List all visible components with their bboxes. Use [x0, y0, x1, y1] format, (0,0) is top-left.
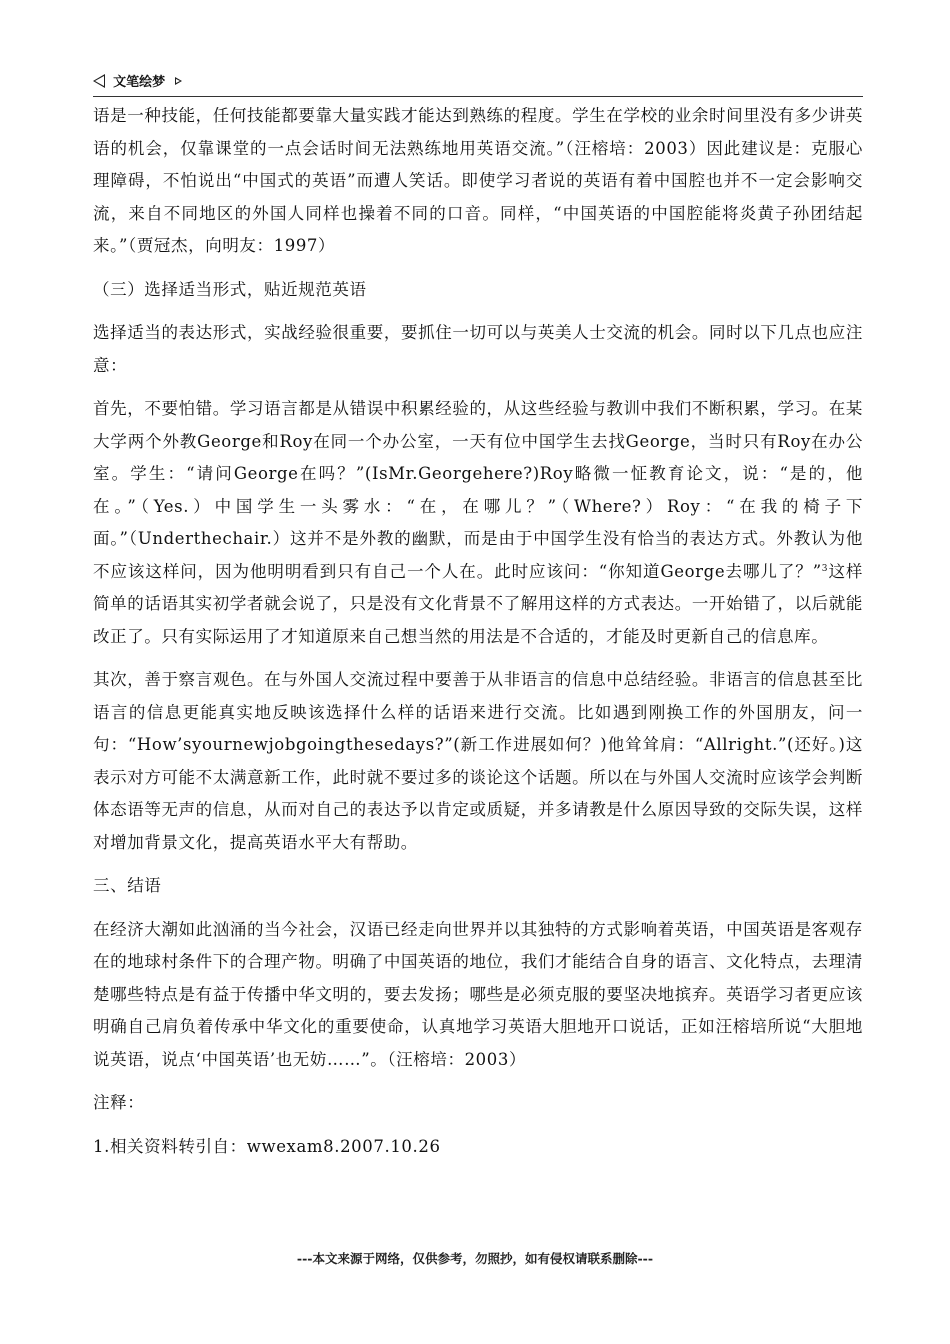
note-item-1: 1.相关资料转引自：wwexam8.2007.10.26 [93, 1136, 441, 1156]
document-body [93, 100, 863, 1174]
footnote-marker: 3 [821, 563, 829, 574]
section-heading-3: （三）选择适当形式，贴近规范英语 [93, 279, 367, 299]
paragraph-second-point: 其次，善于察言观色。在与外国人交流过程中要善于从非语言的信息中总结经验。非语言的信息甚至比语言的信息更能真实地反映该选择什么样的话语来进行交流。比如遇到刚换工作的外国朋友，问一句：“How’syournewjobgoingthesedays?”(新工作进展如何？)他耸耸肩：“Allright.”(还好。)这表示对方可能不太满意新工作，此时就不要过多的谈论这个话题。所以在与外国人交流时应该学会判断体态语等无声的信息，从而对自己的表达予以肯定或质疑，并多请教是什么原因导致的交际失误，这样对增加背景文化，提高英语水平大有帮助。 [93, 670, 863, 852]
paragraph-conclusion: 在经济大潮如此汹涌的当今社会，汉语已经走向世界并以其独特的方式影响着英语，中国英语是客观存在的地球村条件下的合理产物。明确了中国英语的地位，我们才能结合自身的语言、文化特点，去理清楚哪些特点是有益于传播中华文明的，要去发扬；哪些是必须克服的要坚决地摈弃。英语学习者更应该明确自己肩负着传承中华文化的重要使命，认真地学习英语大胆地开口说话，正如汪榕培所说“大胆地说英语，说点‘中国英语’也无妨……”。（汪榕培：2003） [93, 919, 863, 1069]
paragraph-first-point-b: 这样简单的话语其实初学者就会说了，只是没有文化背景不了解用这样的方式表达。一开始错了，以后就能改正了。只有实际运用了才知道原来自己想当然的用法是不合适的，才能及时更新自己的信息库。 [93, 561, 863, 646]
paragraph-continuation: 语是一种技能，任何技能都要靠大量实践才能达到熟练的程度。学生在学校的业余时间里没有多少讲英语的机会，仅靠课堂的一点会话时间无法熟练地用英语交流。”（汪榕培：2003）因此建议是：克服心理障碍，不怕说出“中国式的英语”而遭人笑话。即使学习者说的英语有着中国腔也并不一定会影响交流，来自不同地区的外国人同样也操着不同的口音。同样，“中国英语的中国腔能将炎黄子孙团结起来。”（贾冠杰，向明友：1997） [93, 106, 863, 255]
triangle-right-icon [175, 77, 182, 85]
paragraph-first-point-a: 首先，不要怕错。学习语言都是从错误中积累经验的，从这些经验与教训中我们不断积累，学习。在某大学两个外教George和Roy在同一个办公室，一天有位中国学生去找George，当时只有Roy在办公室。学生：“请问George在吗？”(IsMr.Georgehere?)Roy略微一怔教育论文，说：“是的，他在。”（Yes.）中国学生一头雾水：“在，在哪儿？”（Where?）Roy：“在我的椅子下面。”（Underthechair.）这并不是外教的幽默，而是由于中国学生没有恰当的表达方式。外教认为他不应该这样问，因为他明明看到只有自己一个人在。此时应该问：“你知道George去哪儿了？” [93, 399, 863, 581]
paragraph-first-point [93, 393, 863, 653]
page-footer: ---本文来源于网络，仅供参考，勿照抄，如有侵权请联系删除--- [296, 1251, 654, 1266]
section-heading-conclusion: 三、结语 [93, 876, 162, 895]
triangle-left-icon [93, 74, 105, 88]
notes-heading: 注释： [93, 1093, 145, 1112]
paragraph-intro: 选择适当的表达形式，实战经验很重要，要抓住一切可以与英美人士交流的机会。同时以下几点也应注意： [93, 323, 863, 375]
header-brand: 文笔绘梦 [113, 75, 166, 90]
page-header [93, 74, 863, 97]
